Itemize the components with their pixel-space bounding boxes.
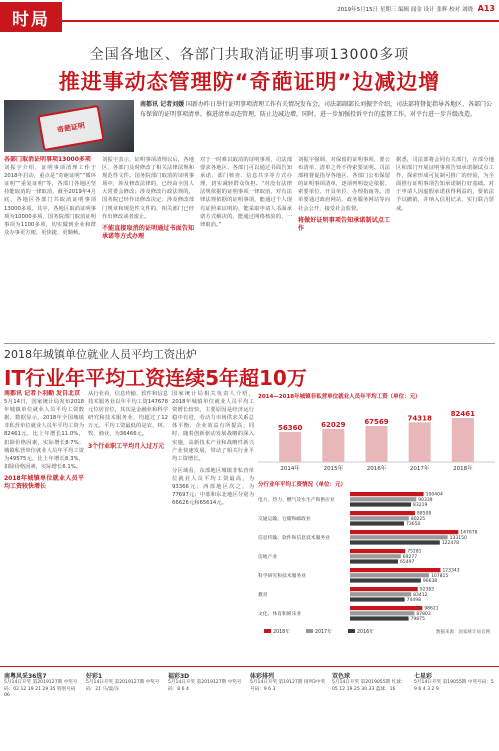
- article2-col2-title: 3个行业职工平均月入过万元: [88, 442, 165, 450]
- lottery-col5-title: 双色球: [332, 673, 351, 680]
- chart1-category-label: 2014年: [280, 466, 300, 472]
- chart1-bar: [366, 426, 388, 462]
- chart2-bar: [350, 516, 409, 520]
- article1-col1-title: 各部门取消证明事项13000多项: [4, 156, 91, 163]
- chart2-bar: [350, 497, 416, 501]
- chart1-category-label: 2018年: [453, 466, 473, 472]
- article1-col5-text: 据悉，司法部将会同有关部门，在部分地区和部门开展证明事项告知承诺制试点工作，探索形成可复制可推广的经验，为全面推行证明事项告知承诺制打好基础。对于申请人因虚假承诺获得利益的，要依法予以撤销，并纳入信用记录，实行联合惩戒。: [396, 157, 494, 212]
- article1-col3: [200, 156, 292, 344]
- chart2-bar: [350, 559, 398, 563]
- lottery-col5-text: 5月14日开奖 第2019055期 红球：05 12 19 25 30 33 蓝球：16: [332, 680, 406, 692]
- industry-wage-chart: [258, 480, 495, 664]
- chart2-value-label: 79875: [410, 617, 425, 623]
- chart1-svg: [258, 400, 495, 474]
- chart2-value-label: 107815: [431, 573, 449, 579]
- chart2-category-label: 信息传输、软件和信息技术服务业: [258, 536, 330, 541]
- chart2-value-label: 73650: [406, 522, 421, 528]
- page-number: A13: [477, 4, 495, 13]
- lottery-col2-text: 5月14日开奖 第2019127期 中奖号码：21 马/夏/东: [86, 680, 160, 692]
- chart1-value-label: 56360: [277, 423, 303, 432]
- chart2-value-label: 100404: [425, 492, 443, 498]
- article1-lead: [140, 100, 495, 119]
- chart2-value-label: 69277: [402, 554, 418, 560]
- lottery-col4: [250, 671, 326, 693]
- chart2-bar: [350, 554, 401, 558]
- chart1-bar: [279, 432, 301, 462]
- chart2-legend-label: 2017年: [315, 630, 333, 635]
- chart2-value-label: 147678: [460, 530, 478, 536]
- chart2-value-label: 123343: [442, 568, 460, 574]
- chart1-category-label: 2017年: [409, 466, 430, 472]
- chart2-legend-label: 2016年: [357, 630, 375, 635]
- article1-byline: 南都讯 记者刘媛: [140, 101, 185, 108]
- lottery-col3: [168, 671, 244, 693]
- article1-col1: [4, 156, 96, 344]
- article1-col2-title: 不能直接取消的证明通过书面告知承诺等方式办理: [102, 224, 194, 240]
- chart1-bar: [322, 429, 344, 462]
- article2-col4-text: 分区域看，东部地区城镇非私营单位就业人员平均工资最高，为93366元；西部地区次之，为77697元；中部和东北地区分别为66626元和65614元。: [172, 467, 254, 507]
- chart2-category-label: 房地产业: [258, 555, 278, 560]
- chart2-value-label: 98621: [424, 606, 439, 612]
- chart2-value-label: 88508: [416, 511, 432, 517]
- chart2-value-label: 83219: [413, 503, 428, 509]
- chart2-bar: [350, 616, 409, 620]
- chart1-value-label: 62029: [321, 420, 346, 429]
- chart2-bar: [350, 511, 415, 515]
- chart2-category-label: 交通运输、仓储和邮政业: [258, 517, 311, 522]
- article2-title: IT行业年平均工资连续5年超10万: [4, 366, 307, 390]
- issue-info: 2019年5月15日 星期三 编辑 闻金 设计 张辉 校对 刘晓: [337, 7, 473, 13]
- chart1-value-label: 74318: [407, 414, 432, 423]
- chart2-category-label: 教育: [258, 593, 268, 598]
- chart1-bar: [452, 418, 474, 462]
- article-divider: [4, 343, 495, 344]
- chart1-bar: [409, 422, 431, 462]
- article1-col5: [396, 156, 494, 344]
- chart2-svg: [258, 488, 495, 648]
- chart2-legend-swatch: [306, 629, 313, 633]
- article2-col1: [4, 390, 84, 662]
- chart2-bar: [350, 568, 440, 572]
- chart2-bar: [350, 578, 421, 582]
- article1-col4-title: 将做好证明事项告知承诺制试点工作: [298, 216, 390, 232]
- chart2-value-label: 74498: [406, 598, 421, 604]
- lottery-col1: [4, 671, 80, 700]
- chart2-bar: [350, 592, 411, 596]
- lottery-col6-text: 5月14日开奖 第19055期 中奖号码：5 9 6 4 3 2 9: [414, 680, 494, 692]
- article2-col2-text: 从行业看，信息传输、软件和信息技术服务业以年平均工资147678元位居首位，其次是金融业和科学研究和技术服务业，均超过了12万元。平均工资最低的是农、林、牧、渔业，为36466元。: [88, 391, 168, 438]
- chart1-value-label: 67569: [364, 417, 389, 426]
- chart1-category-label: 2015年: [323, 466, 344, 472]
- chart2-legend-swatch: [348, 629, 355, 633]
- lottery-col3-text: 5月14日开奖 第2019127期 中奖号码：8 6 4: [168, 680, 242, 692]
- lottery-col2: [86, 671, 162, 693]
- wage-trend-chart: [258, 392, 495, 476]
- article1-subtitle: 全国各地区、各部门共取消证明事项13000多项: [89, 47, 410, 63]
- article2-subtitle: 2018年城镇单位就业人员平均工资出炉: [4, 348, 197, 361]
- chart2-value-label: 65497: [400, 560, 415, 566]
- chart2-value-label: 80225: [410, 516, 426, 522]
- lottery-col6: [414, 671, 494, 693]
- article1-col4: [298, 156, 390, 344]
- chart2-category-label: 电力、热力、燃气及水生产和供应业: [258, 498, 335, 503]
- stamp-illustration: 奇葩证明: [37, 105, 104, 151]
- chart2-bar: [350, 573, 429, 577]
- article2-byline: 南都讯 记者卜羽勤 发自北京: [4, 390, 81, 397]
- article1-col1-text: 刘振宇介绍，证明事项清理工作于2018年启动，重点是“奇葩证明”“循环证明”“重复证明”等，各部门各地区坚持能取消的一律取消，截至2019年4月底，各地区各部门共取消证明事项13000多项，其中，各地区取消证明事项为10000多项，国务院部门取消证明事项为1100多项，切实做到企业和群众办事更方便、更快捷、更顺畅。: [4, 165, 96, 236]
- lottery-col1-text: 5月14日开奖 第2019127期 中奖号码：02 12 19 21 29 35 特别号码 06: [4, 680, 78, 699]
- chart2-category-label: 科学研究和技术服务业: [258, 574, 306, 579]
- article2-col3-text: 国家统计局相关负责人介绍，2018年城镇单位就业人员平均工资增长较快，主要原因是经济运行稳中有进，劳动力市场供求关系总体平衡，企业效益有所提高；同时，随着创新驱动发展战略的深入实施，高新技术产业和战略性新兴产业快速发展，带动了相关行业平均工资增长。: [172, 391, 254, 462]
- article1-col4-text: 刘振宇强调，对保留的证明事项，要公布清单，清单之外不得索要证明。司法部将督促指导各地区、各部门公布保留的证明事项清单，逐项列明设定依据、索要单位、开具单位、办理指南等。清单要通过政府网站、政务服务网站等向社会公开，接受社会监督。: [298, 157, 390, 212]
- lottery-col5: [332, 671, 408, 693]
- article1-title: 推进事动态管理防“奇葩证明”边减边增: [58, 70, 441, 94]
- article1-photo: [4, 100, 134, 152]
- lottery-col2-title: 好彩1: [86, 673, 103, 680]
- chart2-source: 数据来源：国家统计局官网: [436, 630, 490, 635]
- chart2-value-label: 90339: [418, 497, 433, 503]
- lottery-col6-title: 七星彩: [414, 673, 433, 680]
- page-header: [0, 0, 499, 36]
- chart2-value-label: 92383: [419, 587, 435, 593]
- chart2-bar: [350, 597, 405, 601]
- lottery-col3-title: 福彩3D: [168, 673, 190, 680]
- lottery-col4-text: 5月14日开奖 第19127期 排列3中奖号码：9 6 3: [250, 680, 326, 692]
- chart2-value-label: 87803: [416, 611, 431, 617]
- chart2-bar: [350, 535, 448, 539]
- lottery-col4-title: 体彩排列: [250, 673, 275, 680]
- chart2-category-label: 文化、体育和娱乐业: [258, 612, 302, 617]
- chart2-bar: [350, 492, 424, 496]
- chart2-value-label: 122478: [441, 541, 460, 547]
- lottery-section: [0, 666, 499, 751]
- chart2-bar: [350, 502, 411, 506]
- lottery-col1-title: 南粤风采36选7: [4, 673, 47, 680]
- article2-col2: [88, 390, 168, 662]
- chart2-legend-swatch: [264, 629, 271, 633]
- article1-col3-text: 对于一时难以取消的证明事项，司法部要求各地区、各部门可以通过书面告知承诺、部门核查、信息共享等方式办理，切实减轻群众负担。“对没有法律法规依据的证明事项一律取消，对有法律法规依据的证明事项，能通过个人现有证照来证明的、能采取申请人书面承诺方式解决的、能通过网络核验的，一律取消。”: [200, 157, 292, 228]
- chart2-value-label: 83412: [413, 592, 428, 598]
- chart2-bar: [350, 606, 422, 610]
- chart2-title: 分行业年平均工资情况（单位：元）: [258, 482, 347, 488]
- chart2-value-label: 96638: [422, 579, 438, 585]
- chart2-bar: [350, 587, 418, 591]
- article1-lead-text: 国新办昨日举行证明事项清理工作有关情况发布会，司法部副部长刘振宇介绍，司法部将督促指导各地区、各部门公布保留的证明事项清单，推进清单动态管理，防止边减边增，同时，进一步加强投诉平台的监督工作，对平台进一步升级改造。: [140, 101, 493, 118]
- chart2-bar: [350, 540, 440, 544]
- chart2-value-label: 75281: [407, 549, 422, 555]
- chart2-bar: [350, 549, 405, 553]
- chart2-legend-label: 2018年: [273, 630, 291, 635]
- header-stripe: [62, 20, 499, 22]
- header-info: [240, 4, 495, 13]
- chart2-bar: [350, 611, 414, 615]
- chart2-value-label: 133150: [449, 535, 467, 541]
- article2-col1-text: 5月14日，国家统计局发布2018年城镇单位就业人员平均工资数据。数据显示，2018年全国城镇非私营单位就业人员年平均工资为82461元，比上年增长11.0%，扣除价格因素，实际增长8.7%；城镇私营单位就业人员年平均工资为49575元，比上年增长8.3%，扣除价格因素，实际增长6.1%。: [4, 399, 84, 470]
- chart2-bar: [350, 530, 458, 534]
- article2-col3: [172, 390, 254, 662]
- article2-col1-title: 2018年城镇单位就业人员平均工资较快增长: [4, 474, 84, 491]
- chart2-bar: [350, 521, 404, 525]
- section-logo: 时局: [0, 2, 62, 32]
- article1-col2-text: 刘振宇表示，证明事项清理以后，各地区、各部门及时修改了相关法律法规和规范性文件。国务院部门取消的证明事项中，涉及修改法律的，已经由全国人大常委会修改；涉及修改行政法规的，国务院已经作出修改决定；涉及修改部门规章和规范性文件的，相关部门已经作出修改或者废止。: [102, 157, 194, 220]
- chart1-title: 2014—2018年城镇非私营单位就业人员年平均工资（单位：元）: [258, 394, 421, 400]
- chart1-category-label: 2016年: [366, 466, 387, 472]
- chart1-value-label: 82461: [450, 410, 476, 419]
- article1-col2: [102, 156, 194, 344]
